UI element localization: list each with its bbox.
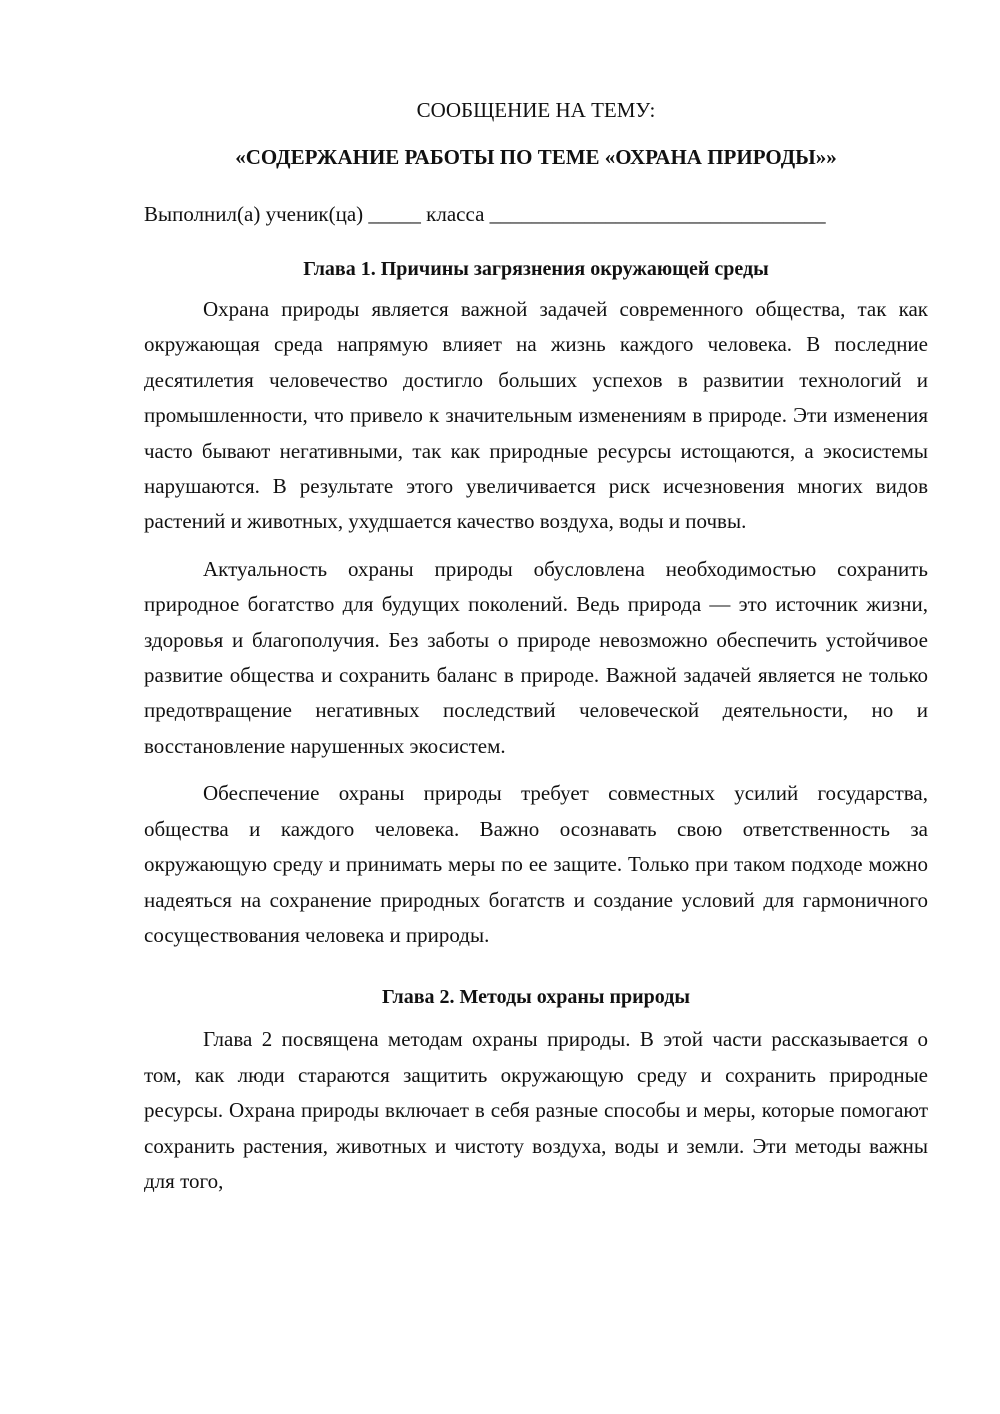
document-page [144,92,928,1211]
chapter1-paragraph-2: Актуальность охраны природы обусловлена необходимостью сохранить природное богатство для будущих поколений. Ведь природа — это источник жизни, здоровья и благополучия. Без заботы о природе невозможно обеспечить устойчивое развитие общества и сохранить баланс в природе. Важной задачей является не только предотвращение негативных последствий человеческой деятельности, но и восстановление нарушенных экосистем. [144,556,928,758]
author-line: Выполнил(а) ученик(ца) _____ класса ________________________________ [144,202,826,226]
chapter2-paragraph-1: Глава 2 посвящена методам охраны природы. В этой части рассказывается о том, как люди стараются защитить окружающую среду и сохранить природные ресурсы. Охрана природы включает в себя разные способы и меры, которые помогают сохранить растения, животных и чистоту воздуха, воды и земли. Эти методы важны для того, [144,1027,928,1193]
chapter2-heading: Глава 2. Методы охраны природы [382,986,690,1009]
document-title-line1: СООБЩЕНИЕ НА ТЕМУ: [416,98,656,122]
chapter1-paragraph-1: Охрана природы является важной задачей современного общества, так как окружающая среда напрямую влияет на жизнь каждого человека. В последние десятилетия человечество достигло больших успехов в развитии технологий и промышленности, что привело к значительным изменениям в природе. Эти изменения часто бывают негативными, так как природные ресурсы истощаются, а экосистемы нарушаются. В результате этого увеличивается риск исчезновения многих видов растений и животных, ухудшается качество воздуха, воды и почвы. [144,297,928,534]
chapter1-paragraph-3: Обеспечение охраны природы требует совместных усилий государства, общества и каждого человека. Важно осознавать свою ответственность за окружающую среду и принимать меры по ее защите. Только при таком подходе можно надеяться на сохранение природных богатств и создание условий для гармоничного сосуществования человека и природы. [144,781,928,947]
chapter1-heading: Глава 1. Причины загрязнения окружающей среды [303,258,769,280]
document-title-line2: «СОДЕРЖАНИЕ РАБОТЫ ПО ТЕМЕ «ОХРАНА ПРИРОДЫ»» [235,145,837,169]
